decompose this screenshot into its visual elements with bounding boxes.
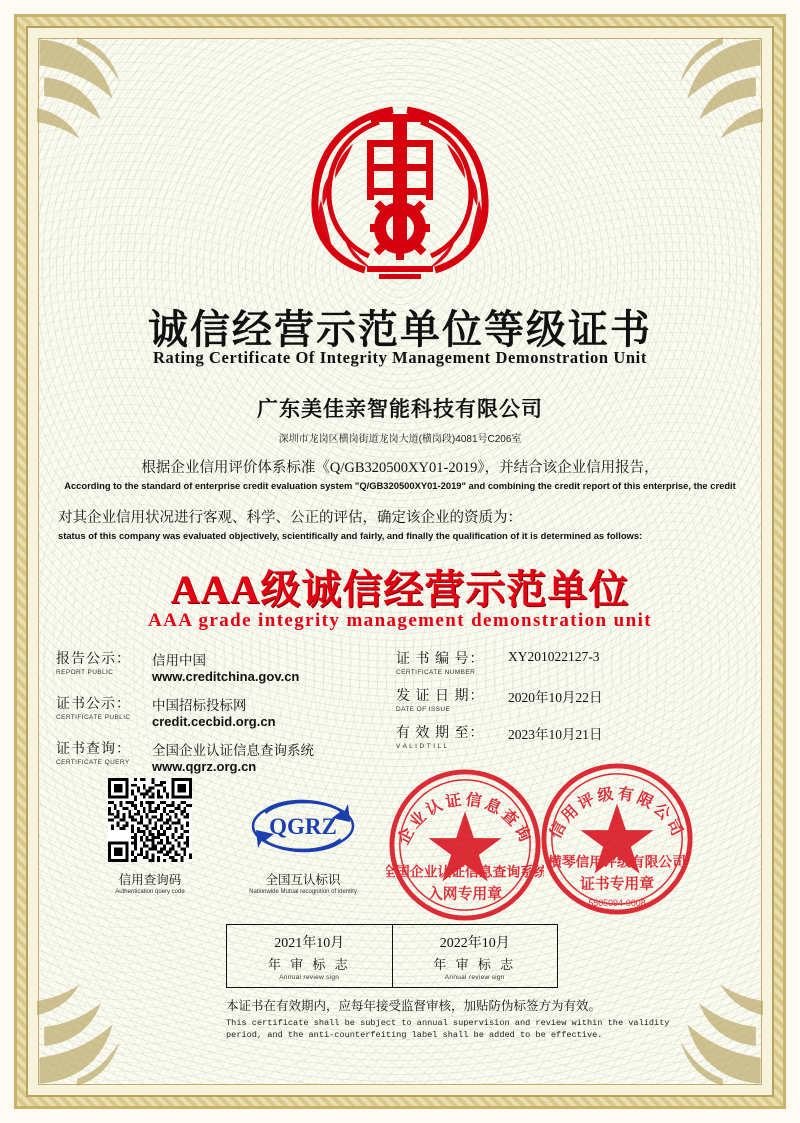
info-block	[56, 648, 744, 774]
footer-note-en: This certificate shall be subject to annual supervision and review within the validity period, and the anti-counterfeiting label shall be added to be effective.	[226, 1018, 670, 1041]
annual-review-year: 2021年10月	[274, 935, 345, 951]
annual-review-sign-en: Annual review sign	[444, 973, 505, 981]
seal-left-line1: 全国企业认证信息查询系统	[386, 864, 544, 880]
paragraph-evaluation-cn: 对其企业信用状况进行客观、科学、公正的评估，确定该企业的资质为：	[58, 510, 522, 526]
info-row-report-public	[56, 648, 386, 684]
annual-review-sign-cn: 年 审 标 志	[267, 956, 351, 972]
qr-caption-cn: 信用查询码	[118, 873, 182, 887]
paragraph-standard	[58, 456, 742, 491]
qgrz-caption	[228, 870, 378, 895]
info-label	[56, 693, 152, 721]
info-value: 2020年10月22日	[508, 690, 603, 705]
paragraph-evaluation	[58, 506, 742, 541]
paragraph-standard-cn: 根据企业信用评价体系标准《Q/GB320500XY01-2019》，并结合该企业信用报告，	[141, 460, 659, 476]
company-address: 深圳市龙岗区横岗街道龙岗大道(横岗段)4081号C206室	[278, 434, 522, 445]
qgrz-caption-cn: 全国互认标识	[265, 873, 341, 887]
grade-title-en: AAA grade integrity management demonstration unit	[148, 610, 652, 631]
seal-right-code: 5505094-0008	[588, 898, 646, 909]
info-value-url[interactable]: credit.cecbid.org.cn	[152, 714, 276, 729]
info-label-en: CERTIFICATE QUERY	[56, 759, 130, 766]
info-label	[396, 685, 508, 713]
info-label-en: V A L I D T I L L	[396, 743, 448, 750]
info-row-certificate-public	[56, 693, 386, 729]
info-label-cn: 报告公示：	[56, 652, 131, 667]
footer-note-cn: 本证书在有效期内，应每年接受监督审核，加贴防伪标签方为有效。	[226, 999, 602, 1013]
info-label-en: CERTIFICATE PUBLIC	[56, 714, 131, 721]
info-label	[396, 648, 508, 676]
info-row-certificate-query	[56, 738, 386, 774]
info-label	[396, 722, 508, 750]
info-label-en: REPORT PUBLIC	[56, 669, 114, 676]
info-value	[152, 693, 276, 729]
footer-note	[226, 996, 686, 1042]
info-value: 2023年10月21日	[508, 727, 603, 742]
qgrz-caption-en: Nationwide Mutual recognition of identity	[249, 889, 357, 895]
info-label	[56, 648, 152, 676]
seal-right-line2: 证书专用章	[580, 876, 654, 893]
info-label-en: DATE OF ISSUE	[396, 706, 451, 713]
annual-review-sign-cn: 年 审 标 志	[433, 956, 517, 972]
info-label-cn: 证书查询：	[56, 742, 131, 757]
info-value: XY201022127-3	[508, 649, 600, 664]
info-label-cn: 有 效 期 至：	[396, 726, 485, 741]
annual-review-year: 2022年10月	[439, 935, 510, 951]
company-name: 广东美佳亲智能科技有限公司	[257, 397, 543, 421]
qgrz-logo-icon	[244, 790, 362, 862]
info-value-line1: 全国企业认证信息查询系统	[152, 743, 314, 758]
national-emblem-icon	[48, 70, 752, 285]
info-label-cn: 证 书 编 号：	[396, 652, 485, 667]
seal-network-stamp	[386, 766, 544, 924]
svg-text:QGRZ: QGRZ	[269, 814, 337, 839]
paragraph-evaluation-en: status of this company was evaluated objectively, scientifically and fairly, and finally the qualification of it is determined as follows:	[58, 530, 643, 541]
seal-left-arc-text: 企业认证信息查询	[395, 791, 535, 848]
seal-left-line2: 入网专用章	[428, 886, 502, 903]
annual-review-cell	[392, 925, 558, 987]
info-column-right	[396, 648, 736, 759]
info-row-valid-till	[396, 722, 736, 750]
info-column-left	[56, 648, 386, 783]
seal-certificate-stamp	[538, 760, 696, 918]
grade-title-cn: AAA级诚信经营示范单位	[170, 567, 630, 612]
info-value	[152, 738, 314, 774]
qr-caption	[88, 870, 212, 895]
page-title-english: Rating Certificate Of Integrity Management Demonstration Unit	[153, 348, 647, 367]
qr-code-icon[interactable]	[108, 778, 192, 862]
info-label-en: CERTIFICATE NUMBER	[396, 669, 476, 676]
seal-right-arc-text: 信用评级有限公司	[547, 785, 687, 842]
info-row-certificate-number	[396, 648, 736, 676]
info-label-cn: 发 证 日 期：	[396, 689, 485, 704]
page-title: 诚信经营示范单位等级证书	[148, 307, 652, 352]
paragraph-standard-en: According to the standard of enterprise credit evaluation system "Q/GB320500XY01-2019" and combining the credit report of this enterprise, the credit	[64, 480, 736, 491]
info-value-url[interactable]: www.creditchina.gov.cn	[152, 669, 300, 684]
annual-review-sign-en: Annual review sign	[279, 973, 340, 981]
info-label-cn: 证书公示：	[56, 697, 131, 712]
info-value-line1: 中国招标投标网	[152, 698, 247, 713]
info-value-line1: 信用中国	[152, 653, 206, 668]
qr-caption-en: Authentication query code	[115, 889, 185, 895]
seal-right-line1: 横琴信用评级有限公司	[547, 854, 687, 870]
info-value	[152, 648, 299, 684]
info-value-url[interactable]: www.qgrz.org.cn	[152, 759, 257, 774]
info-label	[56, 738, 152, 766]
info-row-date-of-issue	[396, 685, 736, 713]
annual-review-table	[226, 924, 558, 988]
annual-review-cell	[227, 925, 392, 987]
